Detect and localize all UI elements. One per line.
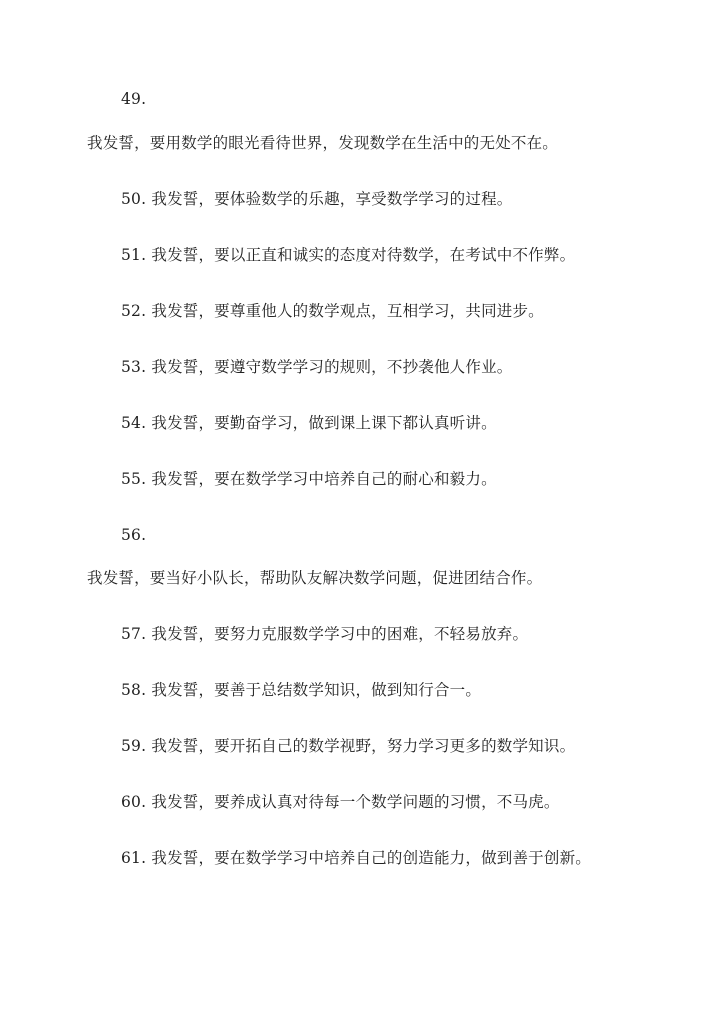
oath-line-58: 58. 我发誓，要善于总结数学知识，做到知行合一。 (121, 681, 482, 699)
oath-line-59: 59. 我发誓，要开拓自己的数学视野，努力学习更多的数学知识。 (121, 737, 576, 755)
oath-line-50: 50. 我发誓，要体验数学的乐趣，享受数学学习的过程。 (121, 190, 513, 208)
oath-line-54: 54. 我发誓，要勤奋学习，做到课上课下都认真听讲。 (121, 414, 497, 432)
oath-line-51: 51. 我发誓，要以正直和诚实的态度对待数学，在考试中不作弊。 (121, 246, 576, 264)
oath-line-60: 60. 我发誓，要养成认真对待每一个数学问题的习惯，不马虎。 (121, 793, 560, 811)
item-number-56: 56. (121, 526, 147, 544)
oath-line-57: 57. 我发誓，要努力克服数学学习中的困难，不轻易放弃。 (121, 625, 529, 643)
oath-line-52: 52. 我发誓，要尊重他人的数学观点，互相学习，共同进步。 (121, 302, 544, 320)
oath-line-53: 53. 我发誓，要遵守数学学习的规则，不抄袭他人作业。 (121, 358, 513, 376)
oath-line-61: 61. 我发誓，要在数学学习中培养自己的创造能力，做到善于创新。 (121, 849, 591, 867)
item-number-49: 49. (121, 90, 147, 108)
oath-line-55: 55. 我发誓，要在数学学习中培养自己的耐心和毅力。 (121, 470, 497, 488)
oath-line-56: 我发誓，要当好小队长，帮助队友解决数学问题，促进团结合作。 (87, 569, 543, 587)
oath-line-49: 我发誓，要用数学的眼光看待世界，发现数学在生活中的无处不在。 (87, 134, 559, 152)
